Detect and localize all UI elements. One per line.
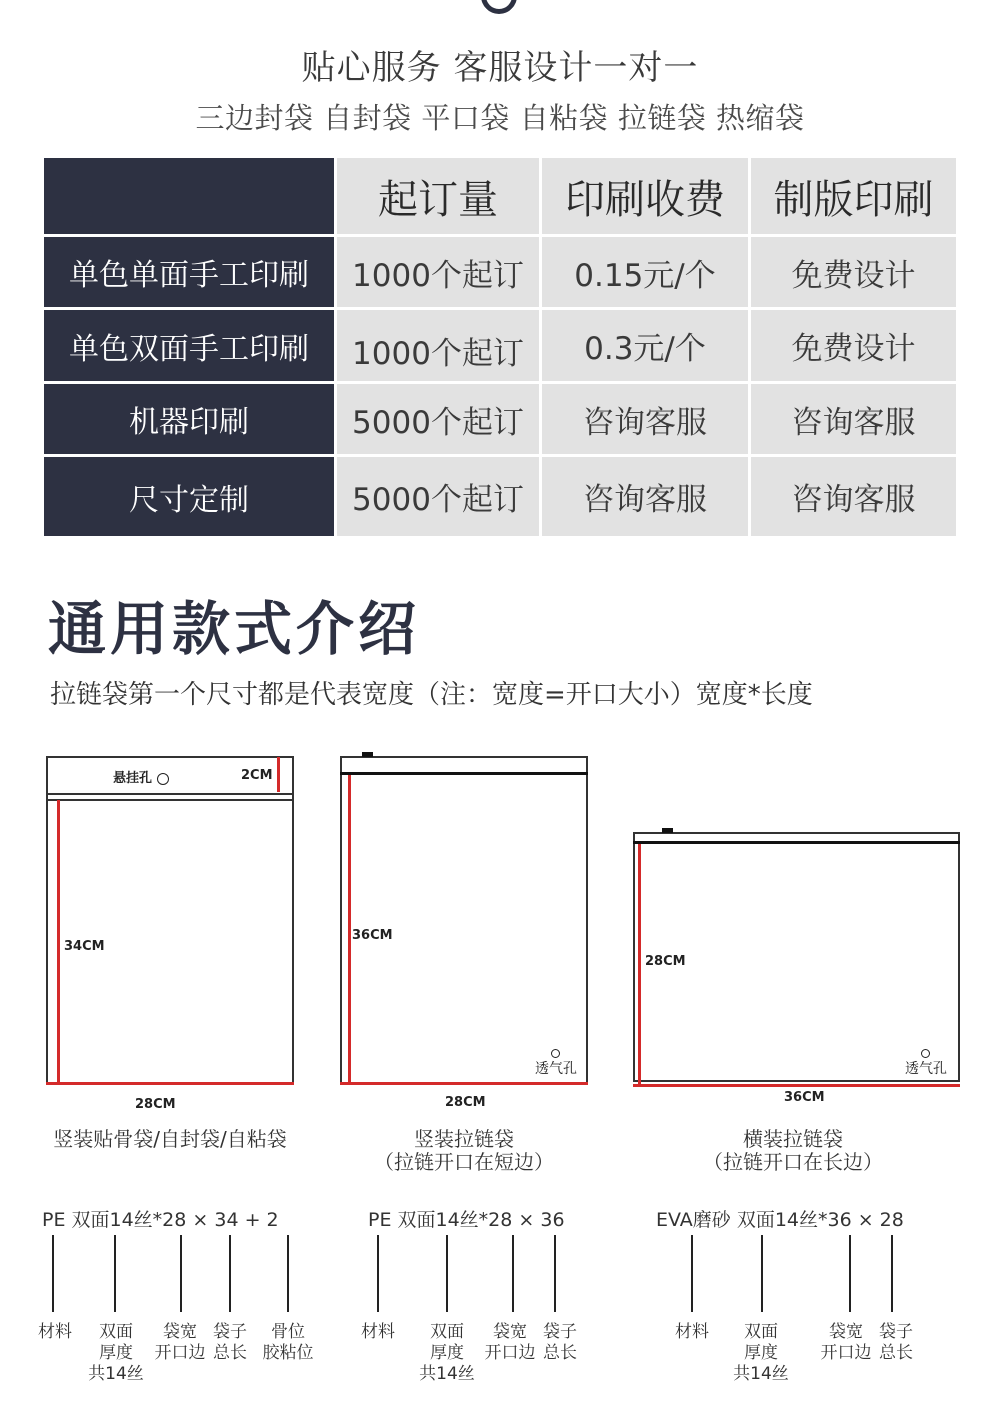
spec-tick: [52, 1235, 54, 1312]
spec-string-2: PE 双面14丝*28 × 36: [368, 1209, 565, 1231]
spec-label-length: 袋子 总长: [543, 1322, 577, 1363]
bag-caption: [20, 1128, 320, 1151]
spec-label-material: 材料: [675, 1322, 709, 1342]
spec-tick: [554, 1235, 556, 1312]
top-dimension-marker: [277, 757, 280, 792]
height-label: 36CM: [352, 928, 393, 943]
fee-cell: 0.15元/个: [542, 237, 748, 307]
spec-tick: [229, 1235, 231, 1312]
spec-tick: [377, 1235, 379, 1312]
hang-hole-label: 悬挂孔: [113, 767, 169, 786]
section-note: 拉链袋第一个尺寸都是代表宽度（注：宽度=开口大小）宽度*长度: [50, 680, 813, 710]
width-label: 28CM: [445, 1095, 486, 1110]
zipper-pull-icon: [662, 828, 673, 833]
vent-hole-icon: [921, 1049, 930, 1058]
service-title: 贴心服务 客服设计一对一: [301, 48, 699, 88]
moq-cell: 1000个起订: [337, 237, 539, 307]
column-header-plate: 制版印刷: [751, 158, 956, 234]
fee-cell: 咨询客服: [542, 457, 748, 536]
height-marker: [57, 800, 60, 1082]
bag-caption: [643, 1128, 943, 1174]
width-marker: [340, 1082, 588, 1085]
top-dimension-label: 2CM: [241, 768, 273, 783]
fee-cell: 咨询客服: [542, 384, 748, 454]
width-marker: [46, 1082, 294, 1085]
spec-label-width: 袋宽 开口边: [154, 1322, 206, 1363]
spec-tick: [512, 1235, 514, 1312]
spec-label-thickness: 双面 厚度 共14丝: [733, 1322, 789, 1384]
bag-types-list: 三边封袋 自封袋 平口袋 自粘袋 拉链袋 热缩袋: [195, 101, 805, 135]
caption-line: （拉链开口在短边）: [374, 1150, 554, 1174]
spec-label-length: 袋子 总长: [213, 1322, 247, 1363]
section-title: 通用款式介绍: [48, 595, 421, 663]
bag-outline: [46, 756, 294, 1084]
caption-line: 竖装贴骨袋/自封袋/自粘袋: [53, 1127, 287, 1151]
column-header-fee: 印刷收费: [542, 158, 748, 234]
table-corner-cell: [44, 158, 334, 234]
caption-line: 横装拉链袋: [743, 1127, 843, 1151]
row-label: 单色双面手工印刷: [44, 310, 334, 381]
fee-cell: 0.3元/个: [542, 310, 748, 381]
column-header-moq: 起订量: [337, 158, 539, 234]
zipper-pull-icon: [362, 752, 373, 757]
moq-cell: 1000个起订: [337, 310, 539, 381]
height-marker: [348, 775, 351, 1082]
decorative-arc: [474, 0, 525, 21]
moq-cell: 5000个起订: [337, 457, 539, 536]
spec-tick: [446, 1235, 448, 1312]
row-label: 单色单面手工印刷: [44, 237, 334, 307]
spec-string-1: PE 双面14丝*28 × 34 + 2: [42, 1209, 279, 1231]
spec-label-material: 材料: [38, 1322, 72, 1342]
spec-label-material: 材料: [361, 1322, 395, 1342]
spec-label-width: 袋宽 开口边: [820, 1322, 872, 1363]
spec-tick: [691, 1235, 693, 1312]
spec-tick: [891, 1235, 893, 1312]
row-label: 尺寸定制: [44, 457, 334, 536]
seal-line: [46, 799, 294, 801]
zipper-line: [340, 772, 588, 775]
zipper-line: [633, 841, 960, 844]
vent-hole-label: 透气孔: [905, 1061, 947, 1077]
width-label: 36CM: [784, 1090, 825, 1105]
bag-caption: [314, 1128, 614, 1174]
spec-tick: [761, 1235, 763, 1312]
hang-hole-icon: [157, 773, 169, 785]
bag-outline: [340, 756, 588, 1084]
plate-cell: 免费设计: [751, 237, 956, 307]
spec-tick: [849, 1235, 851, 1312]
caption-line: 竖装拉链袋: [414, 1127, 514, 1151]
width-label: 28CM: [135, 1097, 176, 1112]
plate-cell: 咨询客服: [751, 457, 956, 536]
plate-cell: 免费设计: [751, 310, 956, 381]
seal-line: [46, 793, 294, 795]
vent-hole-icon: [551, 1049, 560, 1058]
width-marker: [633, 1084, 960, 1087]
moq-cell: 5000个起订: [337, 384, 539, 454]
plate-cell: 咨询客服: [751, 384, 956, 454]
spec-tick: [114, 1235, 116, 1312]
height-marker: [638, 844, 641, 1084]
price-table: [44, 158, 956, 536]
row-label: 机器印刷: [44, 384, 334, 454]
spec-label-width: 袋宽 开口边: [484, 1322, 536, 1363]
height-label: 34CM: [64, 939, 105, 954]
spec-label-length: 袋子 总长: [879, 1322, 913, 1363]
spec-label-thickness: 双面 厚度 共14丝: [88, 1322, 144, 1384]
vent-hole-label: 透气孔: [535, 1061, 577, 1077]
height-label: 28CM: [645, 954, 686, 969]
caption-line: （拉链开口在长边）: [703, 1150, 883, 1174]
spec-tick: [180, 1235, 182, 1312]
spec-label-thickness: 双面 厚度 共14丝: [419, 1322, 475, 1384]
spec-string-3: EVA磨砂 双面14丝*36 × 28: [656, 1209, 904, 1231]
spec-label-bone: 骨位 胶粘位: [262, 1322, 314, 1363]
spec-tick: [287, 1235, 289, 1312]
